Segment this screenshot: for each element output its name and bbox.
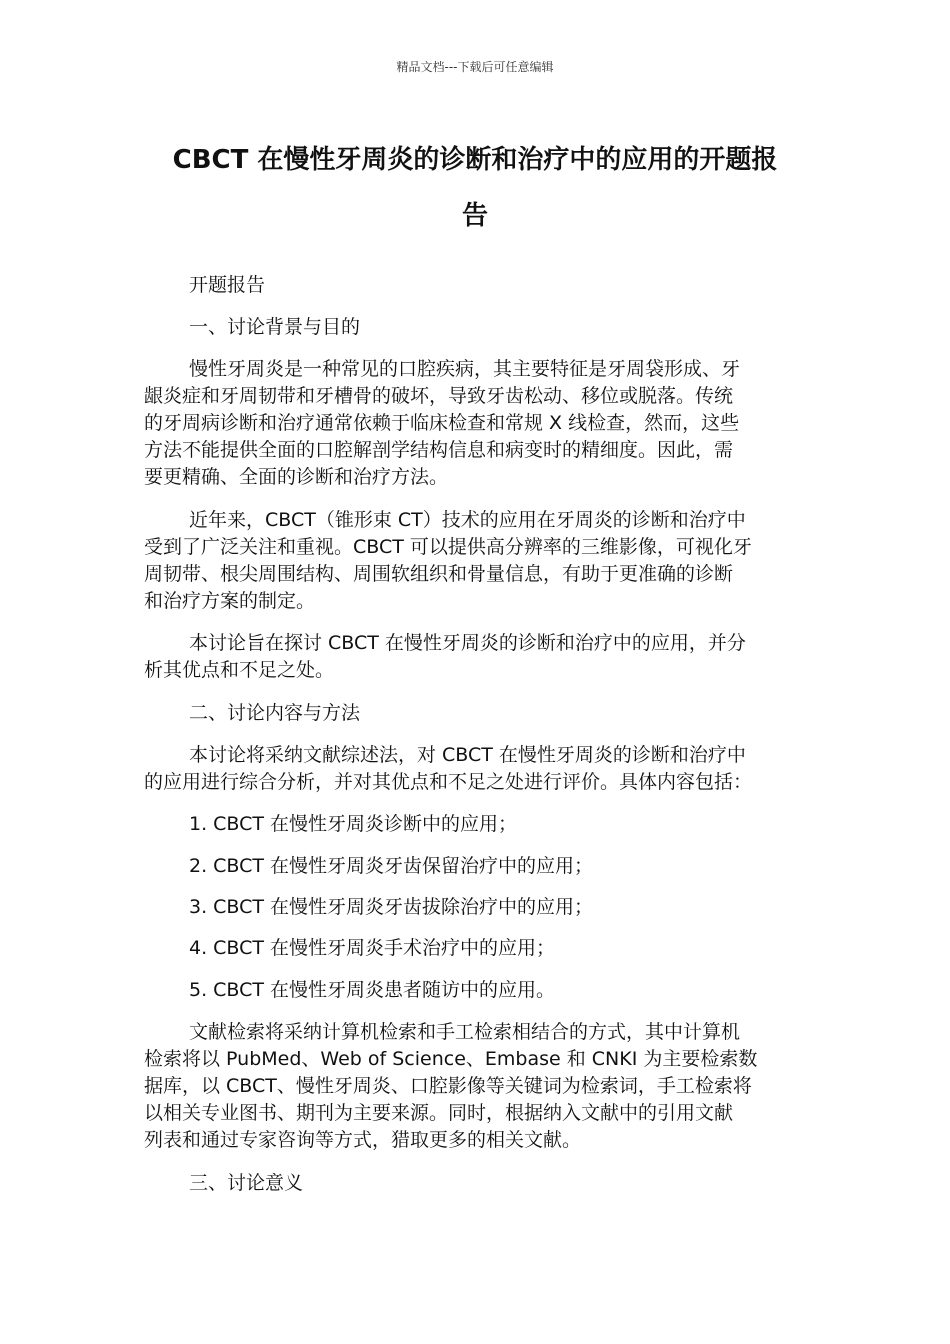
paragraph-line: 以相关专业图书、期刊为主要来源。同时，根据纳入文献中的引用文献 [144, 1102, 734, 1124]
section-label: 开题报告 [189, 274, 266, 296]
paragraph-line: 据库，以 CBCT、慢性牙周炎、口腔影像等关键词为检索词，手工检索将 [144, 1075, 752, 1097]
paragraph-line: 本讨论将采纳文献综述法，对 CBCT 在慢性牙周炎的诊断和治疗中 [189, 744, 746, 766]
list-item: 4. CBCT 在慢性牙周炎手术治疗中的应用； [189, 937, 556, 959]
paragraph-line: 和治疗方案的制定。 [144, 590, 316, 612]
paragraph-line: 方法不能提供全面的口腔解剖学结构信息和病变时的精细度。因此，需 [144, 439, 734, 461]
list-item: 1. CBCT 在慢性牙周炎诊断中的应用； [189, 813, 518, 835]
document-title-line-1: CBCT 在慢性牙周炎的诊断和治疗中的应用的开题报 [172, 145, 778, 175]
document-title [140, 132, 810, 244]
heading-background: 一、讨论背景与目的 [189, 316, 361, 338]
paragraph-line: 要更精确、全面的诊断和治疗方法。 [144, 466, 449, 488]
paragraph-line: 龈炎症和牙周韧带和牙槽骨的破坏，导致牙齿松动、移位或脱落。传统 [144, 385, 734, 407]
paragraph-line: 受到了广泛关注和重视。CBCT 可以提供高分辨率的三维影像，可视化牙 [144, 536, 752, 558]
heading-significance: 三、讨论意义 [189, 1172, 304, 1194]
page-header-note: 精品文档---下载后可任意编辑 [396, 60, 554, 74]
paragraph-line: 析其优点和不足之处。 [144, 659, 335, 681]
paragraph-line: 检索将以 PubMed、Web of Science、Embase 和 CNKI 为主要检索数 [144, 1048, 758, 1070]
paragraph-line: 列表和通过专家咨询等方式，猎取更多的相关文献。 [144, 1129, 582, 1151]
paragraph-line: 的应用进行综合分析，并对其优点和不足之处进行评价。具体内容包括： [144, 771, 753, 793]
list-item: 2. CBCT 在慢性牙周炎牙齿保留治疗中的应用； [189, 855, 594, 877]
list-item: 3. CBCT 在慢性牙周炎牙齿拔除治疗中的应用； [189, 896, 594, 918]
list-item: 5. CBCT 在慢性牙周炎患者随访中的应用。 [189, 979, 556, 1001]
heading-content-methods: 二、讨论内容与方法 [189, 702, 361, 724]
paragraph-line: 的牙周病诊断和治疗通常依赖于临床检查和常规 X 线检查，然而，这些 [144, 412, 740, 434]
paragraph-line: 文献检索将采纳计算机检索和手工检索相结合的方式，其中计算机 [189, 1021, 741, 1043]
paragraph-line: 本讨论旨在探讨 CBCT 在慢性牙周炎的诊断和治疗中的应用，并分 [189, 632, 746, 654]
document-title-line-2: 告 [461, 201, 488, 231]
paragraph-line: 慢性牙周炎是一种常见的口腔疾病，其主要特征是牙周袋形成、牙 [189, 358, 741, 380]
paragraph-line: 近年来，CBCT（锥形束 CT）技术的应用在牙周炎的诊断和治疗中 [189, 509, 746, 531]
paragraph-line: 周韧带、根尖周围结构、周围软组织和骨量信息，有助于更准确的诊断 [144, 563, 734, 585]
